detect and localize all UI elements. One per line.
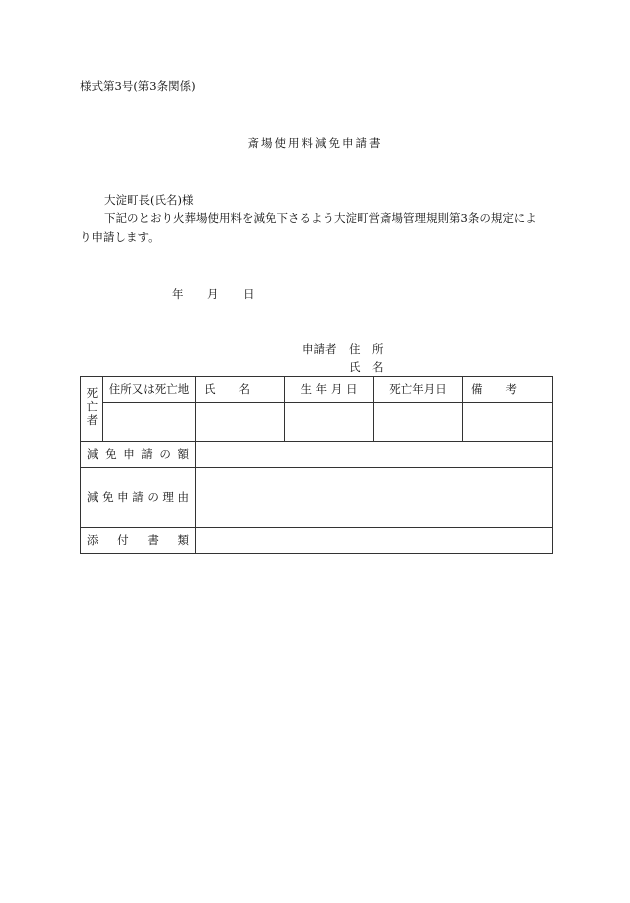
- deceased-birth-date-field[interactable]: [285, 403, 374, 442]
- reduction-reason-field[interactable]: [196, 468, 553, 528]
- deceased-name-field[interactable]: [196, 403, 285, 442]
- application-table: [80, 376, 553, 554]
- header-death-date: 死亡年月日: [374, 377, 463, 403]
- deceased-address-field[interactable]: [103, 403, 196, 442]
- applicant-address-label: 住 所: [349, 342, 384, 356]
- deceased-death-date-field[interactable]: [374, 403, 463, 442]
- header-name-cell: [196, 377, 285, 403]
- applicant-name-label: 氏 名: [349, 360, 384, 374]
- date-year-label: 年: [172, 287, 184, 301]
- attachments-label: 添 付 書 類: [87, 532, 189, 547]
- reduction-reason-label-cell: [81, 468, 196, 528]
- deceased-label-cell: [81, 377, 103, 442]
- addressee: 大淀町長(氏名)様: [104, 193, 194, 207]
- deceased-label: 死亡者: [85, 386, 100, 428]
- form-number: 様式第3号(第3条関係): [80, 79, 196, 93]
- deceased-remarks-field[interactable]: [463, 403, 553, 442]
- header-remarks-cell: [463, 377, 553, 403]
- body-text-line-2: り申請します。: [80, 230, 160, 244]
- document-title: 斎場使用料減免申請書: [247, 136, 383, 150]
- header-name: 氏 名: [204, 381, 250, 396]
- date-month-label: 月: [207, 287, 219, 301]
- attachments-field[interactable]: [196, 528, 553, 554]
- date-day-label: 日: [243, 287, 255, 301]
- attachments-label-cell: [81, 528, 196, 554]
- applicant-label: 申請者: [302, 342, 337, 356]
- header-address: 住所又は死亡地: [103, 377, 196, 403]
- body-text-line-1: 下記のとおり火葬場使用料を減免下さるよう大淀町営斎場管理規則第3条の規定によ: [104, 211, 537, 225]
- reduction-amount-label: 減 免 申 請 の 額: [87, 446, 189, 461]
- reduction-amount-field[interactable]: [196, 442, 553, 468]
- header-birth-date: 生 年 月 日: [285, 377, 374, 403]
- header-remarks: 備 考: [471, 381, 517, 396]
- reduction-reason-label: 減 免 申 請 の 理 由: [87, 489, 189, 504]
- reduction-amount-label-cell: [81, 442, 196, 468]
